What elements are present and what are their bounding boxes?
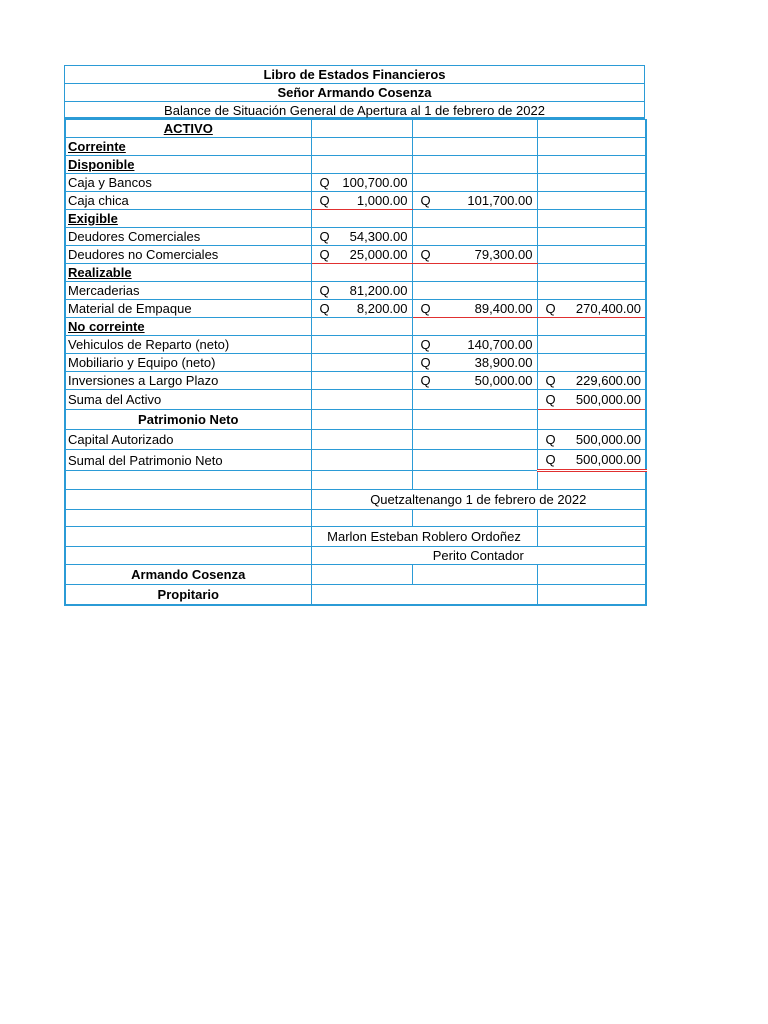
currency-symbol: Q <box>420 301 431 316</box>
table-row <box>65 510 646 527</box>
owner-heading: Señor Armando Cosenza <box>64 83 645 101</box>
statement-title: Balance de Situación General de Apertura al 1 de febrero de 2022 <box>64 101 645 119</box>
table-row <box>65 138 646 156</box>
account-label: Sumal del Patrimonio Neto <box>65 450 311 471</box>
table-row <box>65 565 646 585</box>
table-row <box>65 282 646 300</box>
table-row <box>65 547 646 565</box>
section-corriente: Correinte <box>65 138 311 156</box>
balance-sheet <box>64 65 645 606</box>
section-activo: ACTIVO <box>65 120 311 138</box>
currency-symbol: Q <box>545 432 556 447</box>
accountant-name: Marlon Esteban Roblero Ordoñez <box>311 527 537 547</box>
currency-symbol: Q <box>319 283 330 298</box>
account-label: Mobiliario y Equipo (neto) <box>65 354 311 372</box>
account-label: Capital Autorizado <box>65 430 311 450</box>
table-row <box>65 318 646 336</box>
amount: 500,000.00 <box>575 452 641 467</box>
account-label: Vehiculos de Reparto (neto) <box>65 336 311 354</box>
currency-symbol: Q <box>545 373 556 388</box>
account-label: Deudores Comerciales <box>65 228 311 246</box>
section-exigible: Exigible <box>65 210 311 228</box>
table-row <box>65 336 646 354</box>
table-row <box>65 174 646 192</box>
account-label: Material de Empaque <box>65 300 311 318</box>
currency-symbol: Q <box>420 247 431 262</box>
place-date: Quetzaltenango 1 de febrero de 2022 <box>311 490 646 510</box>
amount: 54,300.00 <box>349 229 408 244</box>
table-row <box>65 120 646 138</box>
table-row <box>65 390 646 410</box>
owner-name: Armando Cosenza <box>65 565 311 585</box>
table-row <box>65 192 646 210</box>
table-row <box>65 264 646 282</box>
table-row <box>65 246 646 264</box>
table-row <box>65 156 646 174</box>
amount: 38,900.00 <box>474 355 533 370</box>
account-label: Mercaderias <box>65 282 311 300</box>
amount: 229,600.00 <box>575 373 641 388</box>
section-no-corriente: No correinte <box>65 318 311 336</box>
currency-symbol: Q <box>420 193 431 208</box>
section-patrimonio: Patrimonio Neto <box>65 410 311 430</box>
accountant-title: Perito Contador <box>311 547 646 565</box>
account-label: Caja y Bancos <box>65 174 311 192</box>
amount: 100,700.00 <box>342 175 408 190</box>
table-row <box>65 490 646 510</box>
account-label: Caja chica <box>65 192 311 210</box>
table-row <box>65 430 646 450</box>
currency-symbol: Q <box>319 301 330 316</box>
amount: 270,400.00 <box>575 301 641 316</box>
table-row <box>65 354 646 372</box>
table-row <box>65 210 646 228</box>
account-label: Suma del Activo <box>65 390 311 410</box>
balance-table <box>64 119 647 606</box>
section-disponible: Disponible <box>65 156 311 174</box>
book-title: Libro de Estados Financieros <box>64 65 645 83</box>
currency-symbol: Q <box>420 373 431 388</box>
owner-title: Propitario <box>65 585 311 606</box>
table-row <box>65 228 646 246</box>
amount: 81,200.00 <box>349 283 408 298</box>
currency-symbol: Q <box>420 337 431 352</box>
table-row <box>65 300 646 318</box>
amount: 101,700.00 <box>467 193 533 208</box>
amount: 89,400.00 <box>474 301 533 316</box>
currency-symbol: Q <box>319 229 330 244</box>
currency-symbol: Q <box>545 452 556 467</box>
currency-symbol: Q <box>420 355 431 370</box>
account-label: Deudores no Comerciales <box>65 246 311 264</box>
amount: 1,000.00 <box>356 193 408 208</box>
amount: 50,000.00 <box>474 373 533 388</box>
table-row <box>65 450 646 471</box>
amount: 8,200.00 <box>356 301 408 316</box>
amount: 25,000.00 <box>349 247 408 262</box>
currency-symbol: Q <box>319 175 330 190</box>
currency-symbol: Q <box>319 193 330 208</box>
table-row <box>65 585 646 606</box>
currency-symbol: Q <box>545 392 556 407</box>
table-row <box>65 372 646 390</box>
table-row <box>65 410 646 430</box>
table-row <box>65 471 646 490</box>
section-realizable: Realizable <box>65 264 311 282</box>
account-label: Inversiones a Largo Plazo <box>65 372 311 390</box>
amount: 140,700.00 <box>467 337 533 352</box>
amount: 500,000.00 <box>575 392 641 407</box>
currency-symbol: Q <box>319 247 330 262</box>
currency-symbol: Q <box>545 301 556 316</box>
amount: 79,300.00 <box>474 247 533 262</box>
table-row <box>65 527 646 547</box>
amount: 500,000.00 <box>575 432 641 447</box>
